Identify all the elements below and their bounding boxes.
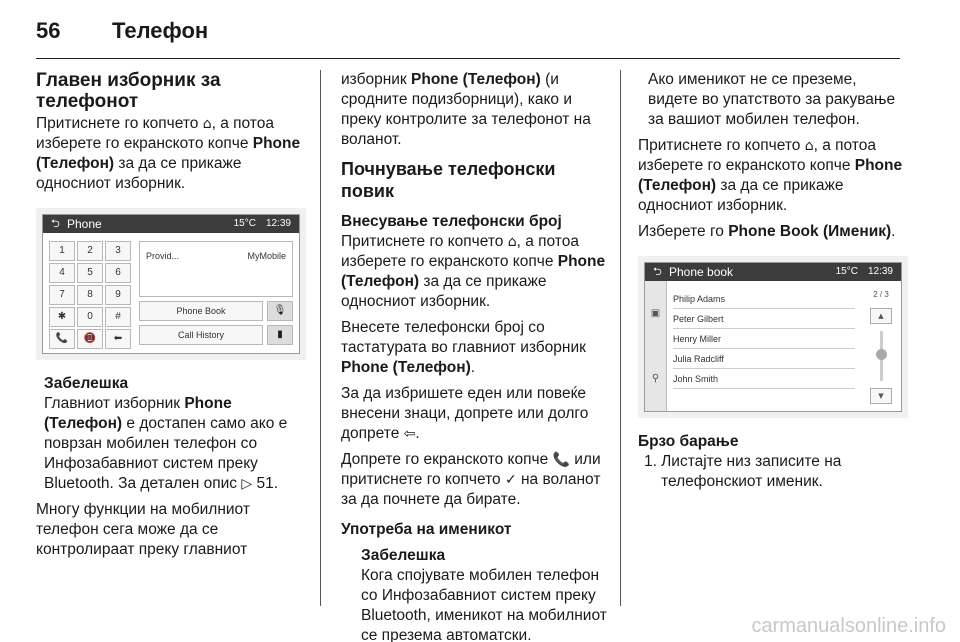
paragraph: Притиснете го копчето ⌂, а потоа изберете го екранското копче Phone (Телефон) за да се прикаже односниот изборник. bbox=[341, 233, 606, 310]
call-history-button: Call History bbox=[139, 325, 263, 345]
key: 6 bbox=[105, 263, 131, 283]
screen-title: Phone book bbox=[669, 265, 734, 279]
back-icon: ⮌ bbox=[653, 265, 662, 278]
temperature: 15°C bbox=[233, 218, 256, 229]
phonebook-screen-illustration bbox=[638, 256, 908, 418]
page-ref-icon: ▷ bbox=[241, 476, 253, 492]
mute-mic-icon: 🎙 bbox=[267, 301, 293, 321]
phone-icon: 📞 bbox=[552, 452, 570, 468]
contact-item: John Smith bbox=[673, 369, 855, 389]
key: 5 bbox=[77, 263, 103, 283]
key: 2 bbox=[77, 241, 103, 261]
key: 0 bbox=[77, 307, 103, 327]
key: 4 bbox=[49, 263, 75, 283]
scrollbar bbox=[861, 281, 901, 411]
paragraph: Изберете го Phone Book (Именик). bbox=[638, 223, 896, 240]
column-3 bbox=[638, 70, 908, 492]
call-key: 📞 bbox=[49, 329, 75, 349]
temperature: 15°C bbox=[835, 266, 858, 277]
note-title: Забелешка bbox=[361, 547, 446, 564]
column-divider bbox=[320, 70, 321, 606]
hangup-key: 📵 bbox=[77, 329, 103, 349]
page-header bbox=[36, 18, 208, 48]
paragraph: Притиснете го копчето ⌂, а потоа изберете го екранското копче Phone (Телефон) за да се прикаже односниот изборник. bbox=[36, 115, 301, 192]
contact-item: Henry Miller bbox=[673, 329, 855, 349]
paragraph: изборник Phone (Телефон) (и сродните подизборници), како и преку контролите за телефонот на воланот. bbox=[341, 71, 591, 148]
search-icon: ⚲ bbox=[651, 372, 660, 384]
clock: 12:39 bbox=[867, 266, 893, 277]
screen-topbar bbox=[645, 263, 901, 281]
key: 1 bbox=[49, 241, 75, 261]
backspace-key: ⬅ bbox=[105, 329, 131, 349]
key: 9 bbox=[105, 285, 131, 305]
paragraph: Допрете го екранското копче 📞 или притиснете го копчето ✓ на воланот за да почнете да бирате. bbox=[341, 451, 601, 508]
paragraph: Внесете телефонски број со тастатурата во главниот изборник Phone (Телефон). bbox=[341, 319, 586, 376]
column-1 bbox=[36, 70, 306, 566]
screen-title: Phone bbox=[67, 217, 102, 231]
note: Забелешка Кога спојувате мобилен телефон со Инфозабавниот систем преку Bluetooth, именикот на мобилниот се презема автоматски. bbox=[341, 546, 611, 642]
column-divider bbox=[620, 70, 621, 606]
page-number: 56 bbox=[36, 18, 61, 43]
key: 8 bbox=[77, 285, 103, 305]
contact-item: Peter Gilbert bbox=[673, 309, 855, 329]
paragraph: Многу функции на мобилниот телефон сега може да се контролираат преку главниот bbox=[36, 501, 250, 558]
contact-item: Philip Adams bbox=[673, 289, 855, 309]
list-item: 1. Листајте низ записите на телефонскиот именик. bbox=[644, 453, 842, 490]
column-2 bbox=[341, 70, 611, 642]
scroll-up-icon: ▲ bbox=[870, 308, 892, 324]
back-icon: ⮌ bbox=[51, 217, 60, 230]
home-icon: ⌂ bbox=[202, 116, 212, 132]
backspace-icon: ⇦ bbox=[403, 426, 416, 442]
clock: 12:39 bbox=[265, 218, 291, 229]
screen-topbar bbox=[43, 215, 299, 233]
home-icon: ⌂ bbox=[507, 234, 517, 250]
subsection-heading: Употреба на именикот bbox=[341, 521, 512, 538]
keypad bbox=[49, 241, 131, 345]
watermark: carmanualsonline.info bbox=[751, 615, 946, 637]
phone-book-button: Phone Book bbox=[139, 301, 263, 321]
paragraph: Ако именикот не се преземе, видете во упатството за ракување за вашиот мобилен телефон. bbox=[648, 71, 896, 128]
paragraph: За да избришете еден или повеќе внесени знаци, допрете или долго допрете ⇦. bbox=[341, 385, 589, 442]
section-heading: Почнување телефонски повик bbox=[341, 159, 556, 201]
handset-audio-icon: ▮ bbox=[267, 325, 293, 345]
paragraph: Притиснете го копчето ⌂, а потоа изберете го екранското копче Phone (Телефон) за да се прикаже односниот изборник. bbox=[638, 137, 903, 214]
mobile-name: MyMobile bbox=[247, 251, 286, 261]
subsection-heading: Брзо барање bbox=[638, 433, 739, 450]
scroll-thumb bbox=[876, 349, 887, 360]
provider-name: Provid... bbox=[146, 251, 180, 261]
page-indicator: 2 / 3 bbox=[873, 290, 889, 299]
provider-box bbox=[139, 241, 293, 297]
contact-item: Julia Radcliff bbox=[673, 349, 855, 369]
scroll-down-icon: ▼ bbox=[870, 388, 892, 404]
phone-screen-illustration bbox=[36, 208, 306, 360]
subsection-heading: Внесување телефонски број bbox=[341, 213, 562, 230]
phonebook-sidebar bbox=[645, 281, 667, 411]
contact-card-icon: ▣ bbox=[650, 307, 661, 319]
key: 3 bbox=[105, 241, 131, 261]
note: Забелешка Главниот изборник Phone (Телефон) е достапен само ако е поврзан мобилен телефон со Инфозабавниот систем преку Bluetooth. За детален опис ▷ 51. bbox=[36, 374, 306, 494]
steering-phone-icon: ✓ bbox=[504, 472, 517, 488]
key: ✱ bbox=[49, 307, 75, 327]
scroll-track bbox=[880, 331, 883, 381]
key: # bbox=[105, 307, 131, 327]
note-title: Забелешка bbox=[44, 375, 129, 392]
header-divider bbox=[36, 58, 900, 59]
page-title: Телефон bbox=[112, 18, 209, 43]
key: 7 bbox=[49, 285, 75, 305]
contact-list bbox=[667, 281, 861, 411]
home-icon: ⌂ bbox=[804, 138, 814, 154]
section-heading: Главен изборник за телефонот bbox=[36, 70, 221, 112]
